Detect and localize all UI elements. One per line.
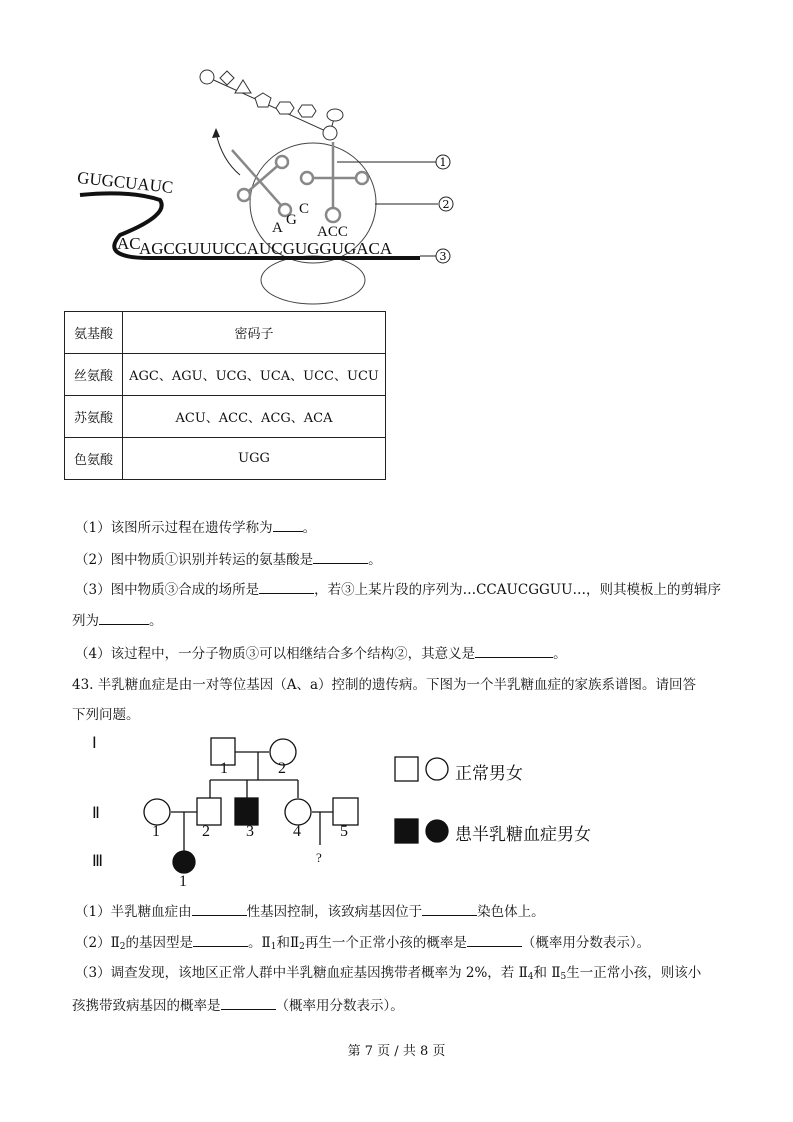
svg-text:3: 3	[439, 250, 447, 263]
iii1-affected-female	[173, 851, 195, 873]
text: 2	[299, 942, 305, 952]
unknown-child: ?	[316, 850, 322, 865]
anticodon-a: A	[272, 220, 283, 236]
q43-1	[75, 902, 545, 921]
ii1-normal-female	[144, 799, 170, 825]
page-footer: 第 7 页 / 共 8 页	[347, 1044, 446, 1059]
legend-normal-male-icon	[395, 757, 418, 781]
legend-affected-label: 患半乳糖血症男女	[455, 825, 591, 845]
text: 。	[368, 552, 382, 568]
table-header-row	[65, 312, 386, 354]
legend-normal-female-icon	[426, 758, 448, 780]
table-row	[65, 354, 386, 396]
pedigree-chart	[0, 720, 793, 900]
text: 4	[527, 972, 534, 982]
answer-blank[interactable]	[422, 902, 477, 916]
q42-3	[75, 580, 721, 599]
answer-blank[interactable]	[273, 518, 303, 532]
num-ii2: 2	[202, 823, 210, 840]
text: 列为	[72, 613, 99, 629]
cell: 丝氨酸	[65, 354, 123, 396]
answer-blank[interactable]	[467, 933, 522, 947]
legend-normal-label: 正常男女	[455, 764, 523, 784]
answer-blank[interactable]	[313, 550, 368, 564]
circled-labels	[0, 0, 793, 300]
num-i1: 1	[220, 760, 228, 777]
text: （3）调查发现，该地区正常人群中半乳糖血症基因携带者概率为 2%，若	[75, 965, 519, 981]
num-ii3: 3	[246, 823, 254, 840]
text: Ⅱ	[551, 965, 561, 981]
cell: UGG	[123, 438, 386, 480]
q42-3-cont	[72, 611, 163, 630]
text: 和	[276, 935, 290, 951]
text: 性基因控制，该致病基因位于	[246, 904, 423, 920]
table-row	[65, 396, 386, 438]
q43-stem: 43. 半乳糖血症是由一对等位基因（A、a）控制的遗传病。下图为一个半乳糖血症的家族系谱图。请回答	[72, 677, 697, 693]
text: Ⅱ	[289, 935, 300, 951]
table-row	[65, 438, 386, 480]
text: （2）图中物质①识别并转运的氨基酸是	[75, 552, 314, 568]
mrna-prefix: AC	[117, 234, 141, 253]
num-ii1: 1	[152, 823, 160, 840]
anticodon-g: G	[286, 212, 297, 228]
text: 。	[248, 935, 262, 951]
mrna-left-sequence: GUGCUAUC	[76, 168, 175, 197]
text: 的基因型是	[125, 935, 194, 951]
answer-blank[interactable]	[193, 933, 248, 947]
gen-label-i: Ⅰ	[92, 735, 97, 752]
text: （2）	[75, 935, 111, 951]
text: （1）该图所示过程在遗传学称为	[75, 520, 273, 536]
q42-2	[75, 550, 382, 569]
anticodon-acc: ACC	[317, 224, 348, 240]
answer-blank[interactable]	[221, 996, 276, 1010]
text: Ⅱ	[261, 935, 271, 951]
gen-label-ii: Ⅱ	[92, 805, 100, 822]
ii3-affected-male	[235, 798, 258, 825]
text: （1）半乳糖血症由	[75, 904, 192, 920]
gen-label-iii: Ⅲ	[92, 853, 104, 870]
q43-2	[75, 933, 650, 956]
cell: AGC、AGU、UCG、UCA、UCC、UCU	[123, 354, 386, 396]
header-codon: 密码子	[123, 312, 386, 354]
num-i2: 2	[278, 760, 286, 777]
q43-3-cont	[72, 996, 404, 1015]
text: （4）该过程中，一分子物质③可以相继结合多个结构②，其意义是	[75, 646, 476, 662]
text: （3）图中物质③合成的场所是	[75, 582, 260, 598]
text: ，若③上某片段的序列为…CCAUCGGUU…，则其模板上的剪辑序	[314, 582, 722, 598]
legend-affected-male-icon	[395, 819, 418, 843]
cell: 苏氨酸	[65, 396, 123, 438]
ii4-normal-female	[285, 799, 311, 825]
answer-blank[interactable]	[99, 611, 149, 625]
text: 生一正常小孩，则该小	[566, 965, 702, 981]
q42-1	[75, 518, 316, 537]
anticodon-c: C	[299, 201, 310, 217]
ii2-normal-male	[197, 798, 221, 825]
answer-blank[interactable]	[192, 902, 247, 916]
num-ii5: 5	[340, 823, 348, 840]
text: Ⅱ	[518, 965, 528, 981]
num-iii1: 1	[179, 873, 187, 890]
text: 5	[560, 972, 567, 982]
text: 1	[270, 942, 277, 952]
text: 和	[533, 965, 552, 981]
text: 2	[119, 942, 126, 952]
text: 孩携带致病基因的概率是	[72, 998, 221, 1014]
mrna-main-sequence: AGCGUUUCCAUCGUGGUGACA	[139, 239, 393, 258]
answer-blank[interactable]	[259, 580, 314, 594]
svg-text:2: 2	[442, 198, 450, 211]
svg-text:1: 1	[439, 156, 447, 169]
q42-4	[75, 644, 567, 663]
num-ii4: 4	[293, 823, 301, 840]
header-amino-acid: 氨基酸	[65, 312, 123, 354]
text: 染色体上。	[477, 904, 545, 920]
q43-3	[75, 964, 701, 986]
answer-blank[interactable]	[475, 644, 553, 658]
text: 。	[302, 520, 317, 536]
text: Ⅱ	[110, 935, 120, 951]
legend-affected-female-icon	[426, 820, 448, 842]
cell: ACU、ACC、ACG、ACA	[123, 396, 386, 438]
text: 再生一个正常小孩的概率是	[304, 935, 467, 951]
q43-stem-cont: 下列问题。	[72, 707, 140, 723]
ii5-normal-male	[333, 798, 358, 825]
text: 。	[553, 646, 567, 662]
text: （概率用分数表示）。	[521, 935, 651, 951]
codon-table	[64, 311, 386, 480]
text: （概率用分数表示）。	[275, 998, 404, 1014]
text: 。	[149, 613, 163, 629]
cell: 色氨酸	[65, 438, 123, 480]
